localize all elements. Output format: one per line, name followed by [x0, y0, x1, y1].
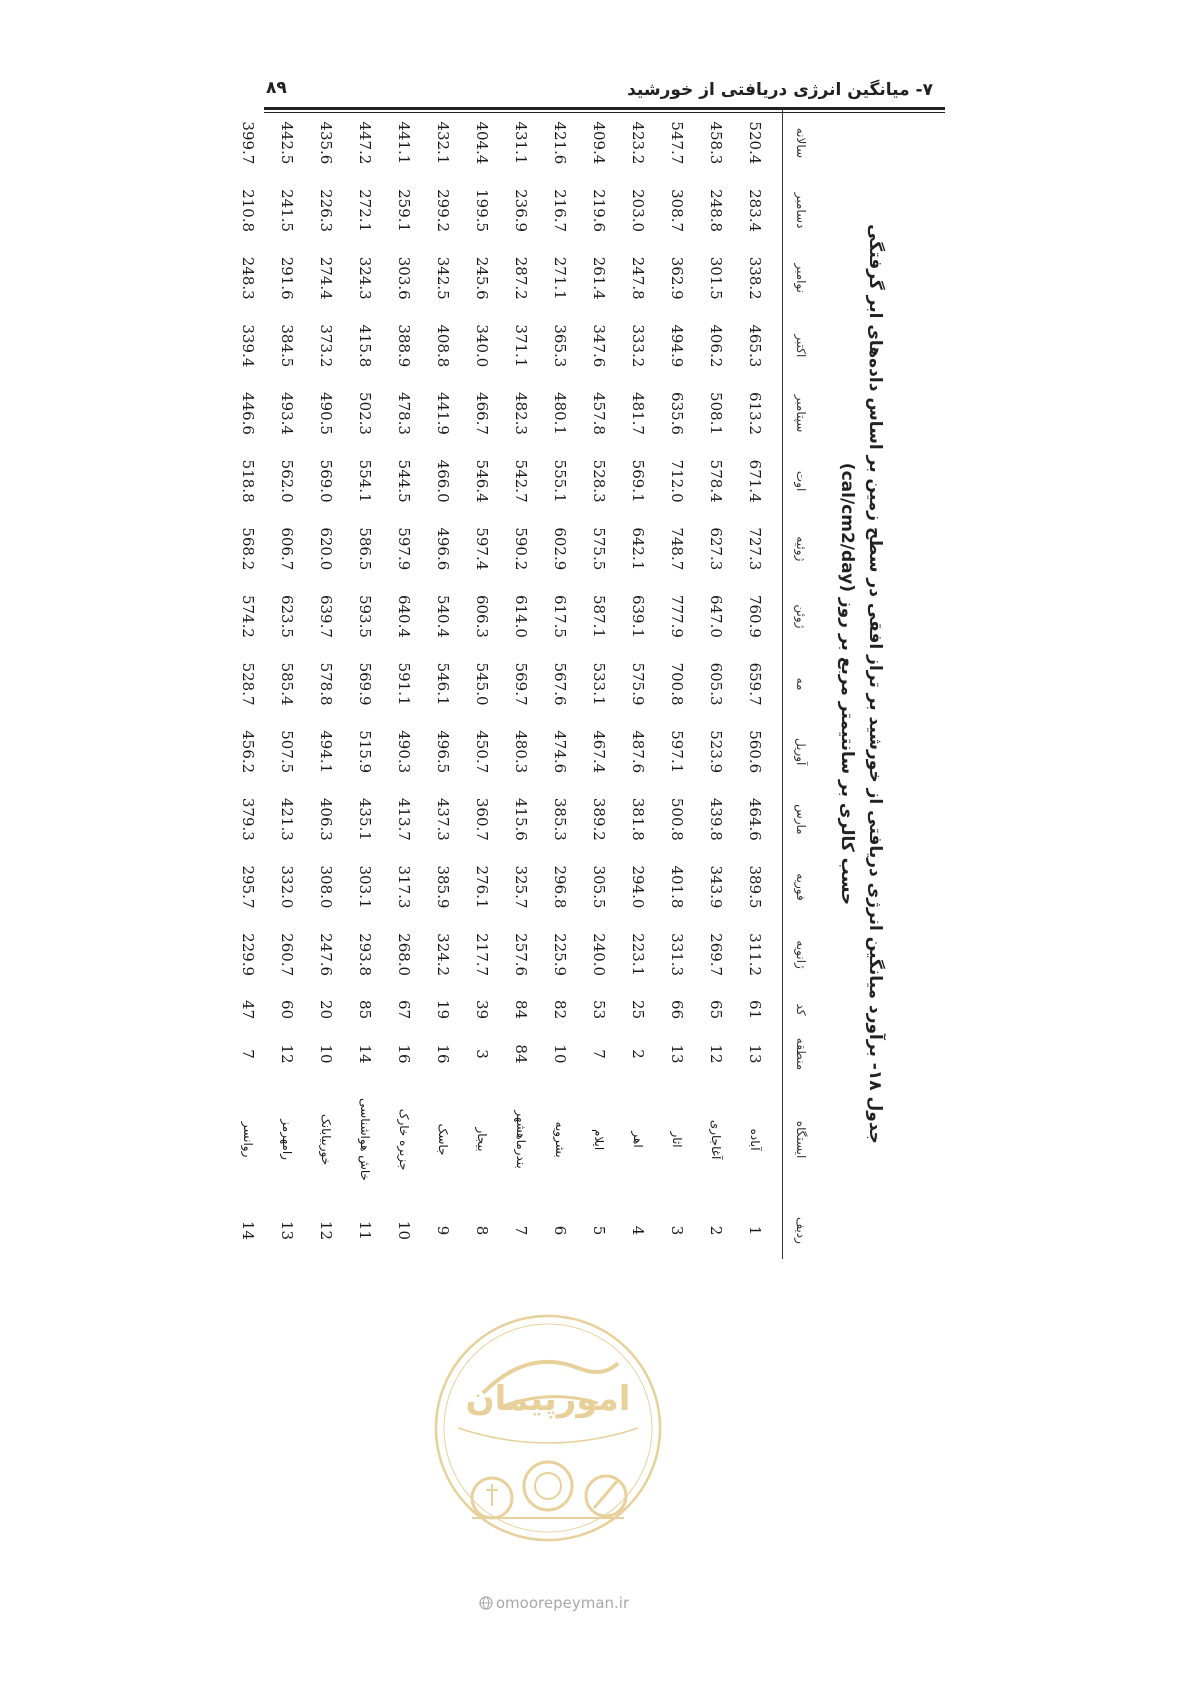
table-cell: 502.3	[356, 392, 375, 435]
table-cell: 65	[707, 1000, 726, 1020]
table-cell: 431.1	[512, 121, 531, 165]
table-cell: 569.7	[512, 662, 531, 706]
table-cell: 268.0	[395, 933, 414, 977]
table-cell: 635.6	[668, 392, 687, 435]
column-header: اوت	[783, 447, 820, 515]
table-cell: 269.7	[707, 933, 726, 977]
table-cell: 597.1	[668, 730, 687, 774]
table-cell: 496.5	[434, 730, 453, 774]
table-cell: 464.6	[746, 797, 765, 841]
table-cell: 287.2	[512, 256, 531, 300]
table-cell: 578.4	[707, 459, 726, 503]
table-cell: 404.4	[473, 121, 492, 165]
table-cell: 567.6	[551, 662, 570, 706]
table-cell: 546.4	[473, 459, 492, 503]
table-cell: 585.4	[278, 662, 297, 706]
table-cell: 295.7	[239, 865, 258, 909]
table-cell: 528.7	[239, 662, 258, 706]
table-cell: 500.8	[668, 797, 687, 841]
column-header: فوریه	[783, 853, 820, 921]
station-cell: جاسک	[436, 1123, 451, 1156]
solar-energy-table	[229, 109, 819, 1259]
table-cell: 712.0	[668, 459, 687, 503]
table-cell: 528.3	[590, 459, 609, 503]
table-row	[346, 109, 385, 1259]
table-cell: 14	[239, 1220, 258, 1241]
table-cell: 409.4	[590, 121, 609, 165]
table-cell: 406.3	[317, 797, 336, 841]
column-header: نوامبر	[783, 244, 820, 312]
table-cell: 13	[746, 1044, 765, 1064]
table-row	[268, 109, 307, 1259]
table-cell: 338.2	[746, 256, 765, 300]
table-cell: 591.1	[395, 662, 414, 706]
table-cell: 11	[356, 1220, 375, 1241]
table-cell: 248.3	[239, 256, 258, 300]
table-cell: 413.7	[395, 797, 414, 841]
station-cell: آغاجاری	[709, 1119, 724, 1160]
table-cell: 760.9	[746, 594, 765, 638]
table-cell: 466.0	[434, 459, 453, 503]
table-row	[619, 109, 658, 1259]
table-cell: 25	[629, 1000, 648, 1020]
table-cell: 219.6	[590, 189, 609, 233]
table-cell: 61	[746, 1000, 765, 1020]
table-cell: 642.1	[629, 527, 648, 571]
table-cell: 84	[512, 1000, 531, 1020]
station-cell: آباده	[748, 1128, 763, 1151]
table-cell: 487.6	[629, 730, 648, 774]
table-cell: 7	[512, 1225, 531, 1236]
table-cell: 613.2	[746, 392, 765, 435]
table-cell: 5	[590, 1225, 609, 1236]
table-cell: 245.6	[473, 256, 492, 300]
table-cell: 441.1	[395, 121, 414, 165]
table-cell: 82	[551, 1000, 570, 1020]
table-title-line-1: جدول ۱۸- برآورد میانگین انرژی دریافتی از خورشید بر تراز افقی در سطح زمین بر اساس داده‌های ابر گرفتگی	[865, 224, 885, 1144]
table-cell: 385.3	[551, 797, 570, 841]
table-cell: 199.5	[473, 189, 492, 233]
table-cell: 467.4	[590, 730, 609, 774]
rotated-table-block	[239, 109, 889, 1259]
table-cell: 545.0	[473, 662, 492, 706]
table-cell: 748.7	[668, 527, 687, 571]
table-cell: 324.2	[434, 933, 453, 977]
omoorepeyman-logo	[428, 1308, 668, 1548]
table-cell: 60	[278, 1000, 297, 1020]
table-cell: 1	[746, 1225, 765, 1236]
page-header-title: ۷- میانگین انرژی دریافتی از خورشید	[627, 80, 933, 100]
table-cell: 12	[317, 1220, 336, 1241]
table-cell: 7	[590, 1049, 609, 1059]
table-cell: 299.2	[434, 189, 453, 233]
table-cell: 3	[473, 1049, 492, 1059]
table-cell: 223.1	[629, 933, 648, 977]
table-cell: 587.1	[590, 594, 609, 638]
table-cell: 423.2	[629, 121, 648, 165]
table-cell: 515.9	[356, 730, 375, 774]
logo-text: امورپیمان	[465, 1379, 631, 1419]
table-cell: 236.9	[512, 189, 531, 233]
column-header: کد	[783, 988, 820, 1030]
table-header-row	[783, 109, 820, 1259]
table-cell: 294.0	[629, 865, 648, 909]
table-cell: 216.7	[551, 189, 570, 233]
table-cell: 544.5	[395, 459, 414, 503]
table-cell: 301.5	[707, 256, 726, 300]
table-cell: 333.2	[629, 324, 648, 368]
table-cell: 639.7	[317, 594, 336, 638]
table-cell: 276.1	[473, 865, 492, 909]
table-cell: 340.0	[473, 324, 492, 368]
table-cell: 229.9	[239, 933, 258, 977]
table-cell: 465.3	[746, 324, 765, 368]
table-cell: 283.4	[746, 189, 765, 233]
table-cell: 441.9	[434, 392, 453, 435]
table-cell: 257.6	[512, 933, 531, 977]
table-cell: 226.3	[317, 189, 336, 233]
table-cell: 640.4	[395, 594, 414, 638]
table-cell: 671.4	[746, 459, 765, 503]
table-row	[580, 109, 619, 1259]
station-cell: جزیره خارک	[397, 1108, 412, 1171]
table-cell: 317.3	[395, 865, 414, 909]
table-cell: 507.5	[278, 730, 297, 774]
table-cell: 586.5	[356, 527, 375, 571]
table-cell: 20	[317, 1000, 336, 1020]
table-cell: 554.1	[356, 459, 375, 503]
table-cell: 339.4	[239, 324, 258, 368]
table-cell: 508.1	[707, 392, 726, 435]
table-cell: 560.6	[746, 730, 765, 774]
column-header: ردیف	[783, 1202, 820, 1259]
table-cell: 260.7	[278, 933, 297, 977]
table-cell: 432.1	[434, 121, 453, 165]
table-row	[658, 109, 697, 1259]
table-cell: 6	[551, 1225, 570, 1236]
column-header: مارس	[783, 786, 820, 854]
table-cell: 639.1	[629, 594, 648, 638]
table-cell: 474.6	[551, 730, 570, 774]
table-cell: 562.0	[278, 459, 297, 503]
table-cell: 13	[278, 1220, 297, 1241]
table-cell: 533.1	[590, 662, 609, 706]
table-cell: 605.3	[707, 662, 726, 706]
table-cell: 305.5	[590, 865, 609, 909]
table-cell: 343.9	[707, 865, 726, 909]
table-cell: 39	[473, 1000, 492, 1020]
table-cell: 523.9	[707, 730, 726, 774]
table-cell: 261.4	[590, 256, 609, 300]
table-cell: 623.5	[278, 594, 297, 638]
table-cell: 16	[395, 1044, 414, 1064]
column-header: مه	[783, 650, 820, 718]
station-cell: بندرماهشهر	[514, 1110, 529, 1169]
column-header: سالانه	[783, 109, 820, 177]
table-caption	[833, 109, 889, 1259]
table-cell: 373.2	[317, 324, 336, 368]
table-cell: 602.9	[551, 527, 570, 571]
table-cell: 458.3	[707, 121, 726, 165]
table-cell: 342.5	[434, 256, 453, 300]
table-cell: 2	[629, 1049, 648, 1059]
station-cell: خاش هواشناسی	[358, 1098, 373, 1181]
table-cell: 555.1	[551, 459, 570, 503]
table-cell: 248.8	[707, 189, 726, 233]
table-cell: 12	[278, 1044, 297, 1064]
table-cell: 408.8	[434, 324, 453, 368]
table-cell: 466.7	[473, 392, 492, 435]
table-cell: 569.9	[356, 662, 375, 706]
station-cell: اثار	[670, 1131, 685, 1148]
table-cell: 627.3	[707, 527, 726, 571]
table-cell: 217.7	[473, 933, 492, 977]
table-cell: 578.8	[317, 662, 336, 706]
table-cell: 480.3	[512, 730, 531, 774]
table-cell: 384.5	[278, 324, 297, 368]
station-cell: بیجار	[475, 1127, 490, 1152]
table-cell: 325.7	[512, 865, 531, 909]
table-cell: 259.1	[395, 189, 414, 233]
table-cell: 10	[317, 1044, 336, 1064]
table-cell: 362.9	[668, 256, 687, 300]
table-cell: 381.8	[629, 797, 648, 841]
table-cell: 606.7	[278, 527, 297, 571]
table-cell: 518.8	[239, 459, 258, 503]
table-row	[463, 109, 502, 1259]
table-cell: 47	[239, 1000, 258, 1020]
table-cell: 727.3	[746, 527, 765, 571]
table-cell: 19	[434, 1000, 453, 1020]
table-cell: 439.8	[707, 797, 726, 841]
table-cell: 347.6	[590, 324, 609, 368]
table-cell: 659.7	[746, 662, 765, 706]
table-cell: 388.9	[395, 324, 414, 368]
table-cell: 481.7	[629, 392, 648, 435]
table-cell: 478.3	[395, 392, 414, 435]
table-cell: 590.2	[512, 527, 531, 571]
table-cell: 271.1	[551, 256, 570, 300]
table-row	[307, 109, 346, 1259]
table-cell: 7	[239, 1049, 258, 1059]
table-title-line-2: حسب کالری بر سانتیمتر مربع بر روز (cal/cm2/day)	[837, 462, 857, 906]
table-cell: 84	[512, 1044, 531, 1064]
watermark-url-text: omoorepeyman.ir	[495, 1594, 630, 1612]
column-header: ژانویه	[783, 921, 820, 989]
table-cell: 482.3	[512, 392, 531, 435]
table-row	[385, 109, 424, 1259]
table-cell: 331.3	[668, 933, 687, 977]
table-cell: 399.7	[239, 121, 258, 165]
table-cell: 435.1	[356, 797, 375, 841]
table-cell: 493.4	[278, 392, 297, 435]
station-cell: خوربیابانک	[319, 1114, 334, 1166]
table-row	[697, 109, 736, 1259]
table-cell: 421.6	[551, 121, 570, 165]
table-row	[229, 109, 268, 1259]
column-header: اکتبر	[783, 312, 820, 380]
table-cell: 324.3	[356, 256, 375, 300]
table-cell: 365.3	[551, 324, 570, 368]
table-cell: 415.8	[356, 324, 375, 368]
table-cell: 569.1	[629, 459, 648, 503]
table-cell: 401.8	[668, 865, 687, 909]
watermark-url	[0, 1594, 1108, 1612]
page-number: ۸۹	[266, 78, 287, 98]
table-cell: 240.0	[590, 933, 609, 977]
table-cell: 593.5	[356, 594, 375, 638]
table-cell: 293.8	[356, 933, 375, 977]
table-row	[424, 109, 463, 1259]
table-cell: 332.0	[278, 865, 297, 909]
table-cell: 597.9	[395, 527, 414, 571]
station-cell: روانسر	[241, 1121, 256, 1158]
table-cell: 303.6	[395, 256, 414, 300]
table-cell: 16	[434, 1044, 453, 1064]
column-header: سپتامبر	[783, 380, 820, 448]
table-cell: 360.7	[473, 797, 492, 841]
table-cell: 490.5	[317, 392, 336, 435]
table-cell: 700.8	[668, 662, 687, 706]
table-cell: 777.9	[668, 594, 687, 638]
station-cell: بشرویه	[553, 1121, 568, 1158]
table-cell: 203.0	[629, 189, 648, 233]
table-row	[541, 109, 580, 1259]
table-cell: 437.3	[434, 797, 453, 841]
table-cell: 542.7	[512, 459, 531, 503]
column-header: دسامبر	[783, 177, 820, 245]
table-cell: 274.4	[317, 256, 336, 300]
table-cell: 480.1	[551, 392, 570, 435]
table-cell: 406.2	[707, 324, 726, 368]
table-cell: 620.0	[317, 527, 336, 571]
column-header: ژوئیه	[783, 515, 820, 583]
table-cell: 575.5	[590, 527, 609, 571]
table-cell: 447.2	[356, 121, 375, 165]
table-row	[502, 109, 541, 1259]
table-cell: 296.8	[551, 865, 570, 909]
table-cell: 272.1	[356, 189, 375, 233]
table-cell: 568.2	[239, 527, 258, 571]
table-cell: 247.6	[317, 933, 336, 977]
table-cell: 647.0	[707, 594, 726, 638]
table-cell: 308.7	[668, 189, 687, 233]
table-cell: 574.2	[239, 594, 258, 638]
table-cell: 389.2	[590, 797, 609, 841]
table-cell: 614.0	[512, 594, 531, 638]
table-cell: 450.7	[473, 730, 492, 774]
table-cell: 435.6	[317, 121, 336, 165]
table-cell: 241.5	[278, 189, 297, 233]
table-cell: 494.1	[317, 730, 336, 774]
table-body	[229, 109, 783, 1259]
table-cell: 4	[629, 1225, 648, 1236]
table-cell: 456.2	[239, 730, 258, 774]
table-cell: 540.4	[434, 594, 453, 638]
table-cell: 496.6	[434, 527, 453, 571]
column-header: ایستگاه	[783, 1077, 820, 1202]
table-cell: 247.8	[629, 256, 648, 300]
table-cell: 2	[707, 1225, 726, 1236]
table-cell: 85	[356, 1000, 375, 1020]
table-cell: 10	[395, 1220, 414, 1241]
table-cell: 379.3	[239, 797, 258, 841]
table-cell: 520.4	[746, 121, 765, 165]
table-cell: 12	[707, 1044, 726, 1064]
table-cell: 371.1	[512, 324, 531, 368]
table-cell: 446.6	[239, 392, 258, 435]
column-header: آوریل	[783, 718, 820, 786]
table-cell: 303.1	[356, 865, 375, 909]
table-cell: 10	[551, 1044, 570, 1064]
table-cell: 547.7	[668, 121, 687, 165]
table-cell: 569.0	[317, 459, 336, 503]
table-cell: 210.8	[239, 189, 258, 233]
table-cell: 442.5	[278, 121, 297, 165]
table-cell: 8	[473, 1225, 492, 1236]
table-cell: 597.4	[473, 527, 492, 571]
table-cell: 457.8	[590, 392, 609, 435]
table-cell: 385.9	[434, 865, 453, 909]
globe-icon	[479, 1596, 493, 1610]
table-cell: 13	[668, 1044, 687, 1064]
table-cell: 575.9	[629, 662, 648, 706]
table-cell: 53	[590, 1000, 609, 1020]
table-cell: 291.6	[278, 256, 297, 300]
table-row	[736, 109, 783, 1259]
table-cell: 546.1	[434, 662, 453, 706]
table-cell: 308.0	[317, 865, 336, 909]
table-cell: 3	[668, 1225, 687, 1236]
column-header: منطقه	[783, 1031, 820, 1078]
table-cell: 606.3	[473, 594, 492, 638]
table-cell: 9	[434, 1225, 453, 1236]
table-cell: 389.5	[746, 865, 765, 909]
table-cell: 617.5	[551, 594, 570, 638]
station-cell: اهر	[631, 1131, 646, 1148]
table-cell: 494.9	[668, 324, 687, 368]
column-header: ژوئن	[783, 583, 820, 651]
table-cell: 421.3	[278, 797, 297, 841]
station-cell: رامهرمز	[280, 1119, 295, 1160]
station-cell: ایلام	[592, 1128, 607, 1151]
table-cell: 311.2	[746, 933, 765, 977]
table-cell: 14	[356, 1044, 375, 1064]
table-cell: 66	[668, 1000, 687, 1020]
table-cell: 490.3	[395, 730, 414, 774]
table-cell: 67	[395, 1000, 414, 1020]
table-cell: 225.9	[551, 933, 570, 977]
table-cell: 415.6	[512, 797, 531, 841]
